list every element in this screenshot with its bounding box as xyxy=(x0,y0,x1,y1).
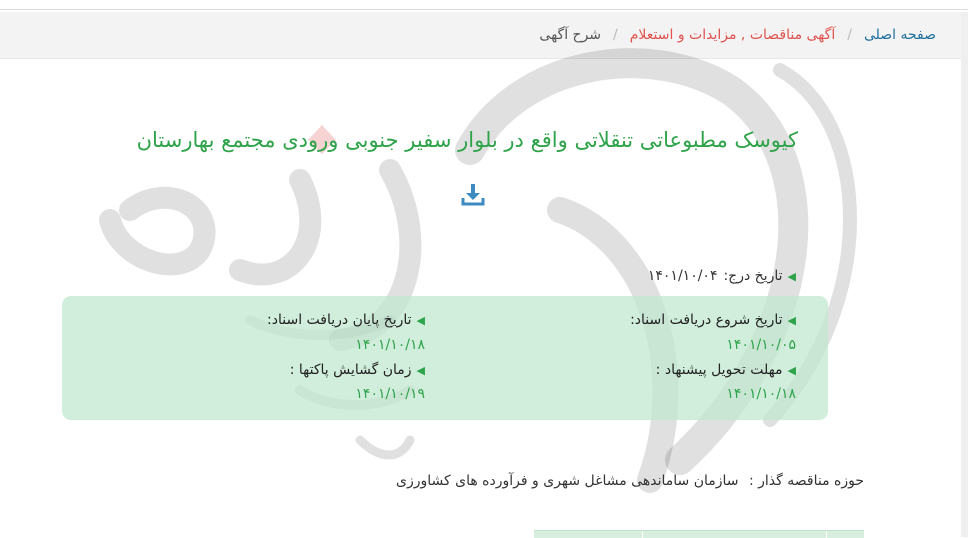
doc-end-label: تاریخ پایان دریافت اسناد: xyxy=(267,312,412,328)
scrollbar[interactable] xyxy=(961,12,968,537)
triangle-left-icon: ◀ xyxy=(787,269,796,283)
breadcrumb-separator: / xyxy=(847,27,852,43)
bid-deadline-label-row xyxy=(656,362,796,378)
doc-end-label-row xyxy=(267,312,425,328)
triangle-left-icon: ◀ xyxy=(787,313,796,327)
publish-date-value: ۱۴۰۱/۱۰/۰۴ xyxy=(647,268,718,284)
organizer-label: حوزه مناقصه گذار : xyxy=(748,473,864,489)
doc-start-value: ۱۴۰۱/۱۰/۰۵ xyxy=(726,337,796,353)
doc-start-label: تاریخ شروع دریافت اسناد: xyxy=(630,312,783,328)
opening-label: زمان گشایش پاکتها : xyxy=(289,362,412,378)
ad-title: کیوسک مطبوعاتی تنقلاتی واقع در بلوار سفیر جنوبی ورودی مجتمع بهارستان xyxy=(136,128,798,152)
organizer-value: سازمان ساماندهی مشاغل شهری و فرآورده های کشاورزی xyxy=(396,473,739,489)
doc-end-value: ۱۴۰۱/۱۰/۱۸ xyxy=(355,337,425,353)
breadcrumb-section-link[interactable]: آگهی مناقصات , مزایدات و استعلام xyxy=(629,27,836,43)
bid-deadline-label: مهلت تحویل پیشنهاد : xyxy=(655,362,783,378)
breadcrumb-home-link[interactable]: صفحه اصلی xyxy=(863,27,936,43)
bid-deadline-value: ۱۴۰۱/۱۰/۱۸ xyxy=(726,386,796,402)
top-border xyxy=(0,0,968,10)
triangle-left-icon: ◀ xyxy=(416,363,425,377)
doc-start-label-row xyxy=(630,312,796,328)
breadcrumb-separator: / xyxy=(613,27,618,43)
breadcrumb xyxy=(0,12,961,59)
publish-date-label: تاریخ درج: xyxy=(723,268,783,284)
breadcrumb-current: شرح آگهی xyxy=(539,27,602,43)
publish-date-row xyxy=(648,268,796,284)
download-icon[interactable] xyxy=(460,182,486,208)
opening-label-row xyxy=(290,362,425,378)
organizer-row xyxy=(396,473,864,489)
opening-value: ۱۴۰۱/۱۰/۱۹ xyxy=(355,386,425,402)
triangle-left-icon: ◀ xyxy=(416,313,425,327)
triangle-left-icon: ◀ xyxy=(787,363,796,377)
